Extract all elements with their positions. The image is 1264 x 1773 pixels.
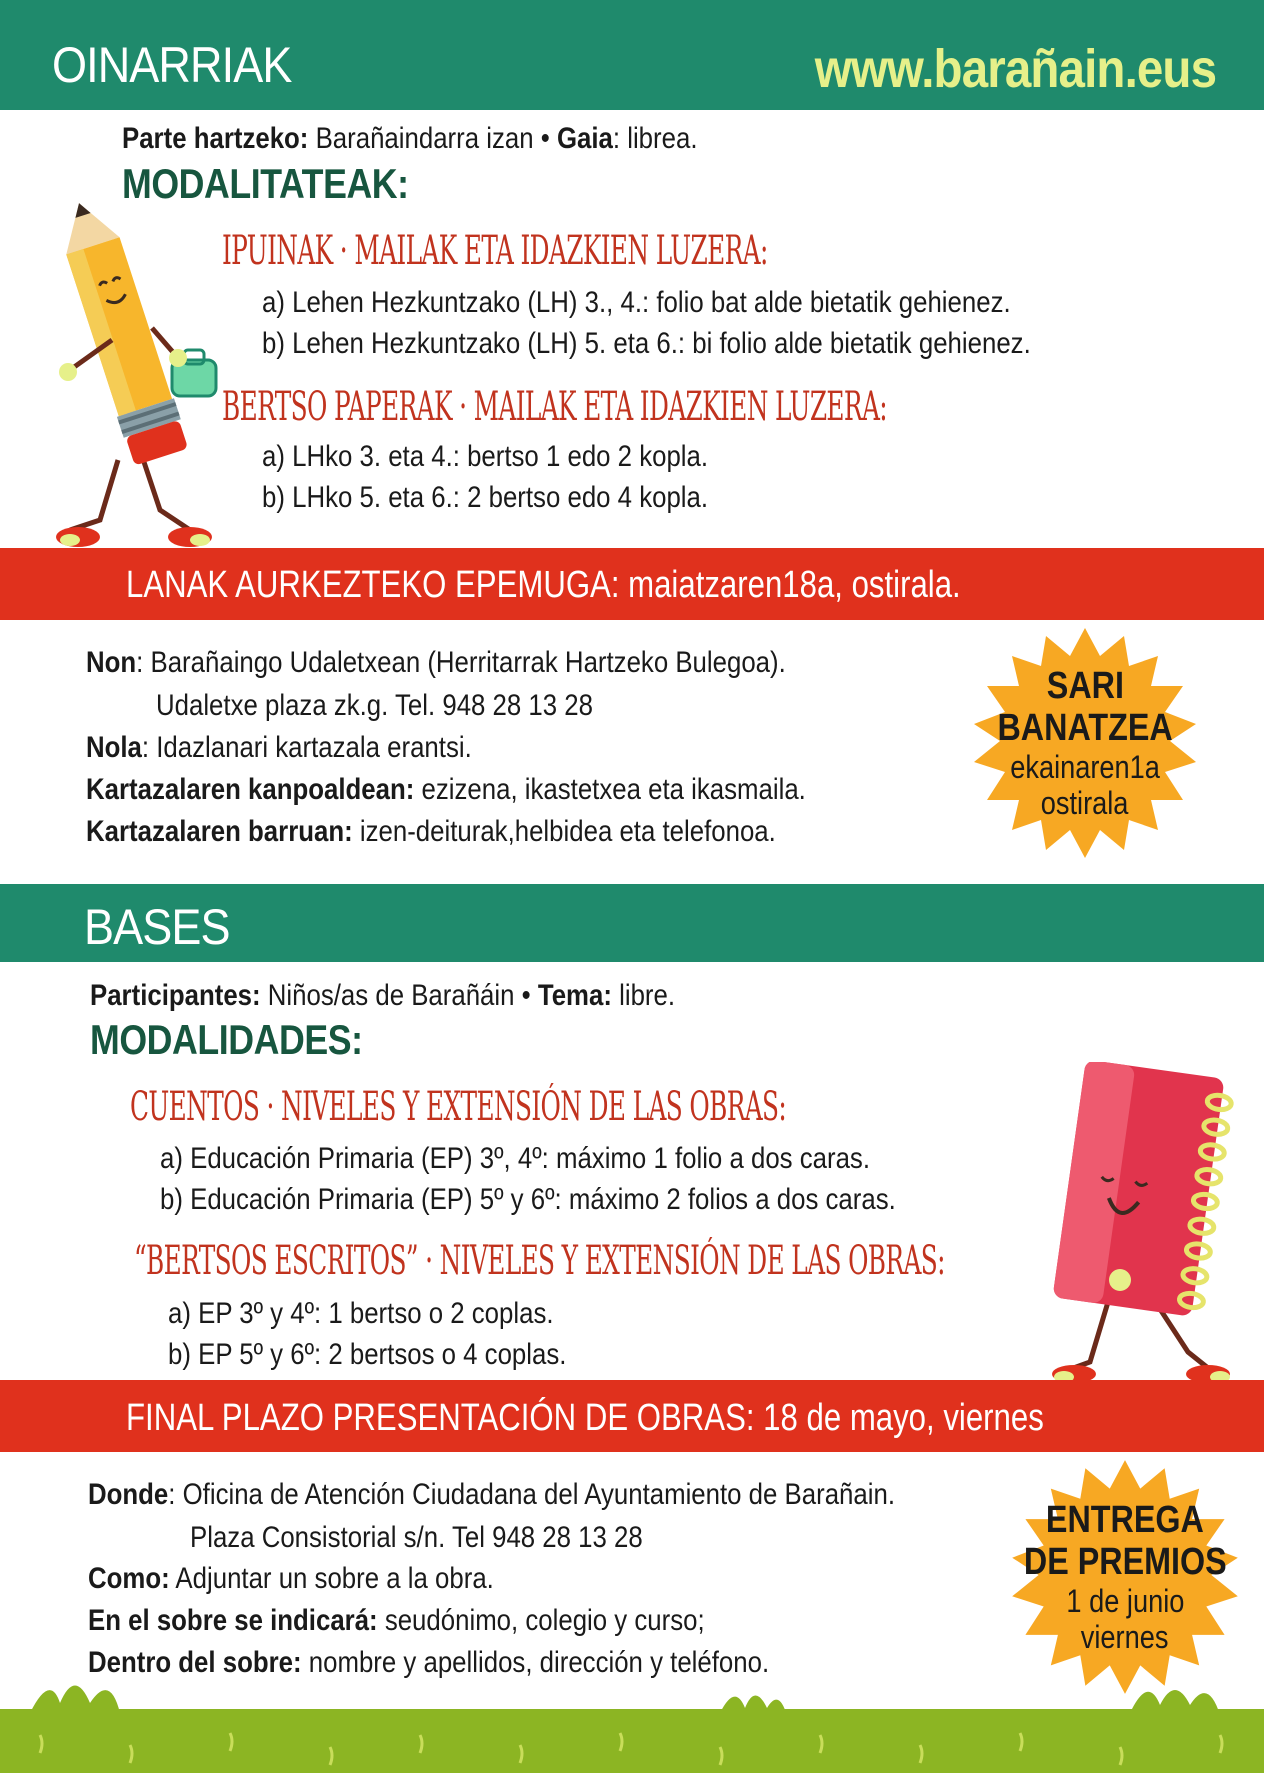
how-label: Nola	[86, 731, 142, 764]
stories-heading-eu: IPUINAK · MAILAK ETA IDAZKIEN LUZERA:	[222, 228, 768, 274]
badge-text-eu	[962, 620, 1208, 866]
where-label: Non	[86, 646, 137, 679]
deadline-text-es: FINAL PLAZO PRESENTACIÓN DE OBRAS: 18 de mayo, viernes	[126, 1397, 1044, 1439]
website-link[interactable]: www.barañain.eus	[814, 39, 1216, 99]
how-line-eu	[86, 731, 472, 765]
deadline-text-eu: LANAK AURKEZTEKO EPEMUGA: maiatzaren18a, ostirala.	[126, 564, 961, 606]
where-text: : Barañaingo Udaletxean (Herritarrak Hartzeko Bulegoa).	[136, 646, 786, 679]
pencil-character-illustration	[40, 200, 220, 560]
grass-footer-decoration	[0, 1673, 1264, 1773]
participation-label: Parte hartzeko:	[122, 122, 309, 155]
inside-line-eu	[86, 815, 776, 849]
modalities-title-es: MODALIDADES:	[90, 1016, 363, 1063]
award-badge-eu	[962, 620, 1208, 866]
where-line-es	[88, 1478, 895, 1512]
inside-label: Kartazalaren barruan:	[86, 815, 353, 848]
how-line-es	[88, 1562, 494, 1596]
stories-item-b-es: b) Educación Primaria (EP) 5º y 6º: máximo 2 folios a dos caras.	[160, 1183, 896, 1216]
bertso-heading-eu: BERTSO PAPERAK · MAILAK ETA IDAZKIEN LUZERA:	[222, 384, 887, 430]
topic-label: Gaia	[556, 122, 613, 155]
stories-heading-es: CUENTOS · NIVELES Y EXTENSIÓN DE LAS OBRAS:	[130, 1084, 787, 1130]
how-label-es: Como:	[88, 1562, 170, 1595]
badge-line4: ostirala	[1041, 785, 1129, 821]
bertso-item-b-es: b) EP 5º y 6º: 2 bertsos o 4 coplas.	[168, 1338, 567, 1371]
topic-label-es: Tema:	[537, 979, 612, 1012]
bertso-item-b-eu: b) LHko 5. eta 6.: 2 bertso edo 4 kopla.	[262, 481, 709, 514]
where-line2-es: Plaza Consistorial s/n. Tel 948 28 13 28	[190, 1521, 643, 1554]
where-line2-eu: Udaletxe plaza zk.g. Tel. 948 28 13 28	[156, 689, 593, 722]
where-label-es: Donde	[88, 1478, 169, 1511]
modalities-title-eu: MODALITATEAK:	[122, 160, 409, 207]
page-title-es: BASES	[84, 899, 230, 955]
outside-label-es: En el sobre se indicará:	[88, 1604, 378, 1637]
badge-line3: ekainaren1a	[1010, 749, 1160, 785]
badge-text-es	[1000, 1452, 1250, 1702]
inside-text-es: nombre y apellidos, dirección y teléfono.	[301, 1646, 770, 1679]
topic-text: : librea.	[612, 122, 698, 155]
stories-item-a-eu: a) Lehen Hezkuntzako (LH) 3., 4.: folio bat alde bietatik gehienez.	[262, 286, 1011, 319]
outside-line-es	[88, 1604, 705, 1638]
inside-label-es: Dentro del sobre:	[88, 1646, 302, 1679]
award-badge-es	[1000, 1452, 1250, 1702]
outside-line-eu	[86, 773, 806, 807]
stories-item-a-es: a) Educación Primaria (EP) 3º, 4º: máximo 1 folio a dos caras.	[160, 1142, 870, 1175]
participation-line-es	[90, 979, 675, 1013]
notebook-character-illustration	[1038, 1062, 1248, 1388]
where-line-eu	[86, 646, 786, 680]
how-text: : Idazlanari kartazala erantsi.	[141, 731, 472, 764]
outside-label: Kartazalaren kanpoaldean:	[86, 773, 415, 806]
participation-label-es: Participantes:	[90, 979, 261, 1012]
badge-line4-es: viernes	[1081, 1619, 1169, 1655]
badge-line2-es: DE PREMIOS	[1023, 1541, 1227, 1583]
where-text-es: : Oficina de Atención Ciudadana del Ayuntamiento de Barañain.	[168, 1478, 896, 1511]
page-title-eu: OINARRIAK	[52, 37, 292, 93]
participation-line-eu	[122, 122, 698, 156]
badge-line3-es: 1 de junio	[1066, 1583, 1184, 1619]
outside-text: ezizena, ikastetxea eta ikasmaila.	[414, 773, 806, 806]
inside-text: izen-deiturak,helbidea eta telefonoa.	[352, 815, 776, 848]
badge-line1-es: ENTREGA	[1046, 1499, 1204, 1541]
how-text-es: Adjuntar un sobre a la obra.	[169, 1562, 494, 1595]
bertso-item-a-es: a) EP 3º y 4º: 1 bertso o 2 coplas.	[168, 1297, 554, 1330]
outside-text-es: seudónimo, colegio y curso;	[377, 1604, 705, 1637]
topic-text-es: libre.	[611, 979, 676, 1012]
bertso-item-a-eu: a) LHko 3. eta 4.: bertso 1 edo 2 kopla.	[262, 440, 709, 473]
participation-text: Barañaindarra izan •	[308, 122, 557, 155]
bertso-heading-es: “BERTSOS ESCRITOS” · NIVELES Y EXTENSIÓN DE LAS OBRAS:	[134, 1238, 945, 1284]
badge-line1: SARI	[1046, 665, 1124, 707]
participation-text-es: Niños/as de Barañáin •	[260, 979, 538, 1012]
badge-line2: BANATZEA	[997, 707, 1173, 749]
stories-item-b-eu: b) Lehen Hezkuntzako (LH) 5. eta 6.: bi folio alde bietatik gehienez.	[262, 327, 1031, 360]
